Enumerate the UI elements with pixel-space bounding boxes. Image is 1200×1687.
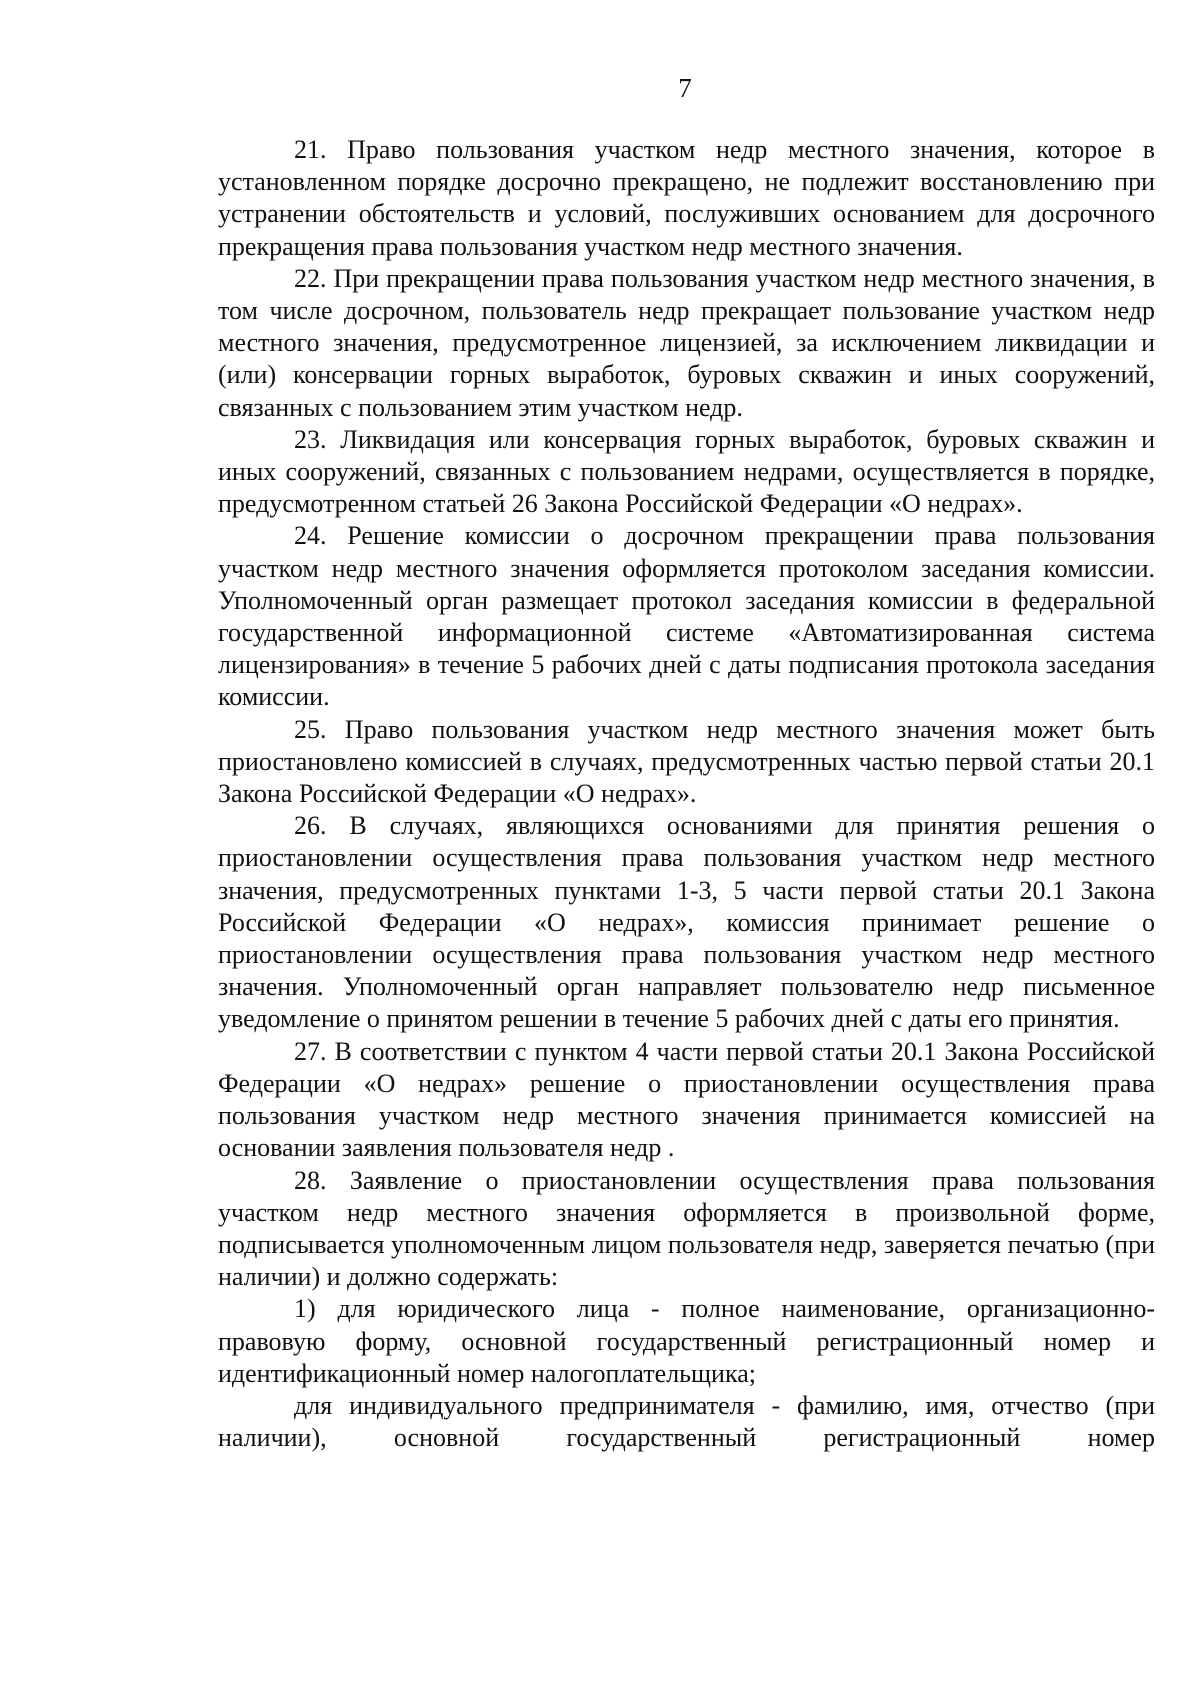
paragraph-26: 26. В случаях, являющихся основаниями для принятия решения о приостановлении осуществления права пользования участком недр местного значения, предусмотренных пунктами 1-3, 5 части первой статьи 20.1 Закона Российской Федерации «О недрах», комиссия принимает решение о приостановлении осуществления права пользования участком недр местного значения. Уполномоченный орган направляет пользователю недр письменное уведомление о принятом решении в течение 5 рабочих дней с даты его принятия. (218, 811, 1155, 1034)
paragraph-27: 27. В соответствии с пунктом 4 части первой статьи 20.1 Закона Российской Федерации «О недрах» решение о приостановлении осуществления права пользования участком недр местного значения принимается комиссией на основании заявления пользователя недр . (218, 1036, 1155, 1163)
paragraph-25: 25. Право пользования участком недр местного значения может быть приостановлено комиссией в случаях, предусмотренных частью первой статьи 20.1 Закона Российской Федерации «О недрах». (218, 714, 1155, 809)
page-number: 7 (678, 73, 692, 103)
paragraph-21: 21. Право пользования участком недр местного значения, которое в установленном порядке досрочно прекращено, не подлежит восстановлению при устранении обстоятельств и условий, послуживших основанием для досрочного прекращения права пользования участком недр местного значения. (218, 135, 1155, 261)
document-body (218, 134, 1155, 1454)
paragraph-28: 28. Заявление о приостановлении осуществления права пользования участком недр местного значения оформляется в произвольной форме, подписывается уполномоченным лицом пользователя недр, заверяется печатью (при наличии) и должно содержать: (218, 1165, 1155, 1292)
paragraph-24: 24. Решение комиссии о досрочном прекращении права пользования участком недр местного значения оформляется протоколом заседания комиссии. Уполномоченный орган размещает протокол заседания комиссии в федеральной государственной информационной системе «Автоматизированная система лицензирования» в течение 5 рабочих дней с даты подписания протокола заседания комиссии. (218, 521, 1155, 712)
paragraph-28-item-1-continued: для индивидуального предпринимателя - фамилию, имя, отчество (при наличии), основной государственный регистрационный номер (218, 1390, 1155, 1453)
paragraph-23: 23. Ликвидация или консервация горных выработок, буровых скважин и иных сооружений, связанных с пользованием недрами, осуществляется в порядке, предусмотренном статьей 26 Закона Российской Федерации «О недрах». (218, 424, 1155, 519)
paragraph-28-item-1: 1) для юридического лица - полное наименование, организационно-правовую форму, основной государственный регистрационный номер и идентификационный номер налогоплательщика; (218, 1294, 1155, 1388)
paragraph-22: 22. При прекращении права пользования участком недр местного значения, в том числе досрочном, пользователь недр прекращает пользование участком недр местного значения, предусмотренное лицензией, за исключением ликвидации и (или) консервации горных выработок, буровых скважин и иных сооружений, связанных с пользованием этим участком недр. (218, 263, 1155, 422)
